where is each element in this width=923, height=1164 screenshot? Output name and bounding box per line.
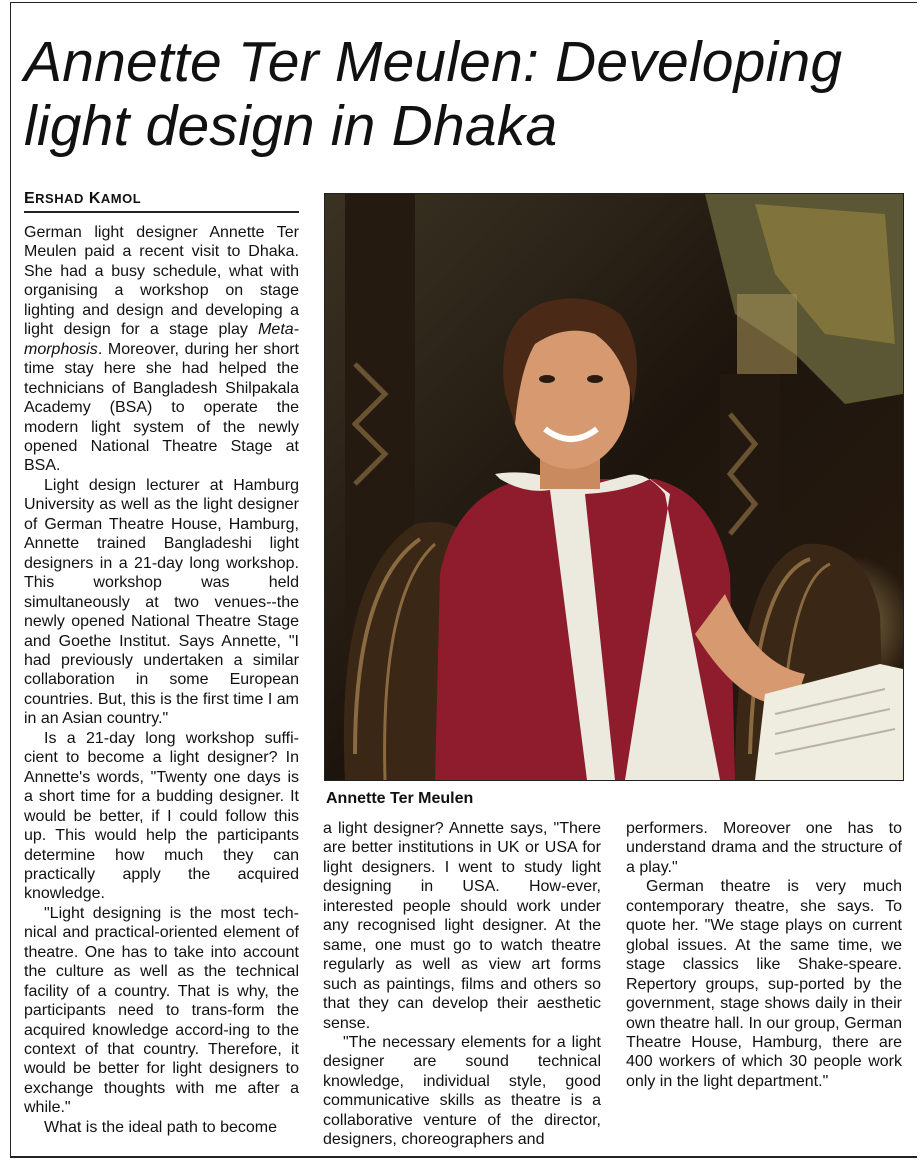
paragraph: "The necessary elements for a light designer are sound technical knowledge, individual style, good communicative skills as theatre is a collaborative venture of the director, designers, choreographers and bbox=[323, 1033, 601, 1149]
paragraph: What is the ideal path to become bbox=[44, 1118, 278, 1136]
bottom-rule bbox=[10, 1156, 917, 1158]
paragraph: "Light designing is the most tech-nical and practical-oriented element of theatre. One has to take into account the culture as well as the technical facility of a country. That is why, the participants need to trans-form the acquired knowledge accord-ing to the context of that country. Therefore, it would be better for light designers to exchange thoughts with me after a while." bbox=[24, 904, 299, 1117]
top-rule bbox=[10, 2, 917, 3]
article-photo bbox=[324, 193, 904, 781]
paragraph: German theatre is very much contemporary theatre, she says. To quote her. "We stage plays on current global issues. At the same time, we stage classics like Shake-speare. Repertory groups, sup-ported by the government, stage shows daily in their own theatre hall. In our group, German Theatre House, Hamburg, there are 400 workers of which 30 people work only in the light department." bbox=[626, 878, 902, 1090]
photo-caption: Annette Ter Meulen bbox=[326, 790, 474, 807]
left-rule bbox=[10, 2, 11, 1156]
paragraph: German light designer Annette Ter Meulen paid a recent visit to Dhaka. She had a busy schedule, what with organising a workshop on stage lighting and design and developing a light design for a stage play Meta-morphosis. Moreover, during her short time stay here she had helped the technicians of Bangladesh Shilpakala Academy (BSA) to operate the modern light system of the newly opened National Theatre Stage at BSA. bbox=[24, 224, 299, 475]
paragraph: Light design lecturer at Hamburg University as well as the light designer of German Theatre House, Hamburg, Annette trained Bangladeshi light designers in a 21-day long workshop. This workshop was held simultaneously at two venues--the newly opened National Theatre Stage and Goethe Institut. Says Annette, "I had previously undertaken a similar collaboration in some European countries. But, this is the first time I am in an Asian country." bbox=[24, 476, 299, 728]
paragraph: performers. Moreover one has to understand drama and the structure of a play." bbox=[626, 820, 902, 876]
headline-line-1: Annette Ter Meulen: Developing bbox=[24, 30, 843, 94]
byline: ERSHAD KAMOL bbox=[24, 190, 299, 213]
headline-line-2: light design in Dhaka bbox=[24, 94, 558, 158]
article-headline bbox=[24, 30, 904, 158]
paragraph: Is a 21-day long workshop suffi-cient to become a light designer? In Annette's words, "Twenty one days is a short time for a budding designer. It would be better, if I could follow this up. This would help the participants determine how much they can practically apply the acquired knowledge. bbox=[24, 729, 299, 903]
article-column-3 bbox=[626, 819, 902, 1091]
article-column-2 bbox=[323, 819, 601, 1150]
paragraph: a light designer? Annette says, "There are better institutions in UK or USA for light designers. I went to study light designing in USA. How-ever, interested people should work under any recognised light designer. At the same, one must go to watch theatre regularly as well as view art forms such as paintings, films and others so that they can develop their aesthetic sense. bbox=[323, 820, 601, 1032]
article-column-1 bbox=[24, 223, 299, 1137]
